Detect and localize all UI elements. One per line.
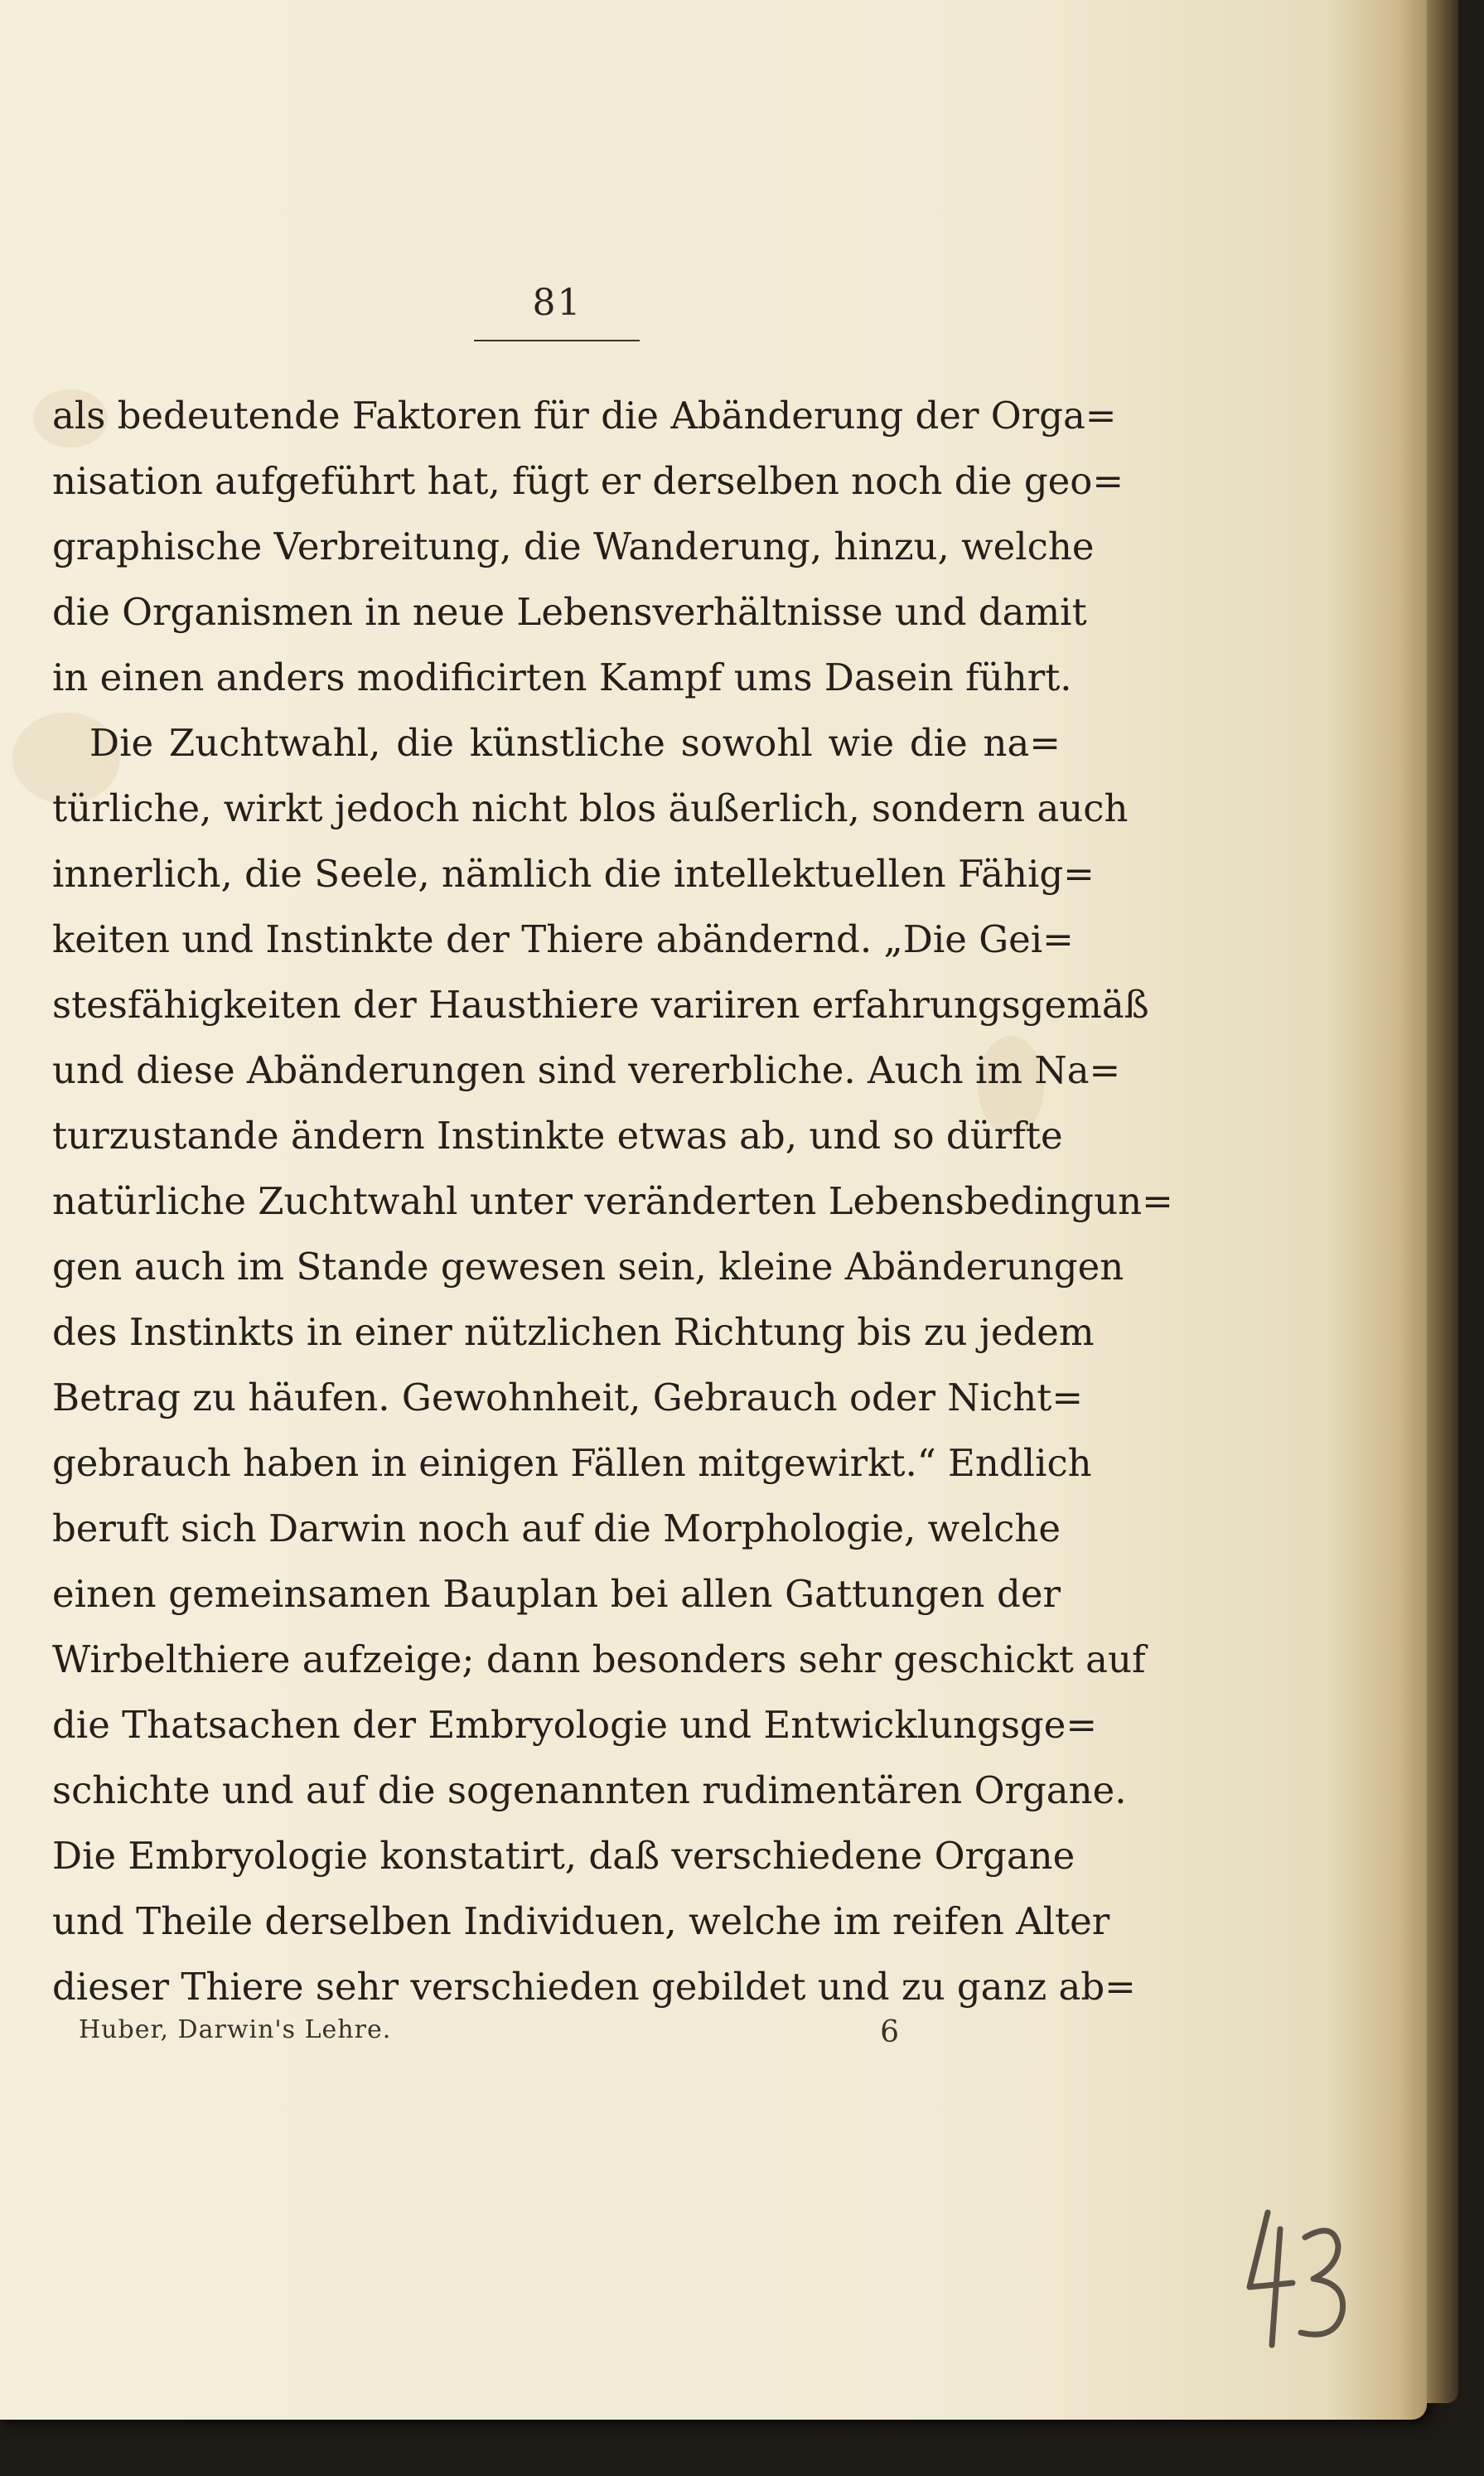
text-line: Die Embryologie konstatirt, daß verschiedene Organe: [52, 1834, 1076, 1878]
text-line-paragraph-start: Die Zuchtwahl, die künstliche sowohl wie die na=: [89, 721, 1061, 765]
text-line: gen auch im Stande gewesen sein, kleine Abänderungen: [52, 1245, 1124, 1289]
text-line: natürliche Zuchtwahl unter veränderten Lebensbedingun=: [52, 1179, 1173, 1223]
text-line: als bedeutende Faktoren für die Abänderung der Orga=: [52, 394, 1117, 438]
book-page-edge: [1427, 0, 1458, 2403]
page-footer: [79, 2015, 899, 2057]
footer-signature-title: Huber, Darwin's Lehre.: [79, 2015, 392, 2044]
page-number-rule: [474, 340, 640, 341]
text-line: keiten und Instinkte der Thiere abändernd. „Die Gei=: [52, 917, 1074, 961]
text-line: und Theile derselben Individuen, welche im reifen Alter: [52, 1899, 1110, 1943]
footer-sheet-number: 6: [880, 2015, 899, 2049]
text-line: Betrag zu häufen. Gewohnheit, Gebrauch oder Nicht=: [52, 1376, 1084, 1419]
handwritten-folio-mark: [1235, 2196, 1359, 2362]
text-line: dieser Thiere sehr verschieden gebildet und zu ganz ab=: [52, 1965, 1136, 2009]
text-line: türliche, wirkt jedoch nicht blos äußerlich, sondern auch: [52, 786, 1129, 830]
text-line: und diese Abänderungen sind vererbliche. Auch im Na=: [52, 1048, 1121, 1092]
text-line: des Instinkts in einer nützlichen Richtung bis zu jedem: [52, 1310, 1095, 1354]
text-line: turzustande ändern Instinkte etwas ab, und so dürfte: [52, 1114, 1063, 1158]
text-line: stesfähigkeiten der Hausthiere variiren erfahrungsgemäß: [52, 983, 1149, 1027]
text-line: gebrauch haben in einigen Fällen mitgewirkt.“ Endlich: [52, 1441, 1092, 1485]
text-line: innerlich, die Seele, nämlich die intellektuellen Fähig=: [52, 852, 1095, 896]
text-line: in einen anders modificirten Kampf ums Dasein führt.: [52, 655, 1072, 699]
text-line: beruft sich Darwin noch auf die Morphologie, welche: [52, 1506, 1061, 1550]
text-line: nisation aufgeführt hat, fügt er derselben noch die geo=: [52, 459, 1124, 503]
text-line: schichte und auf die sogenannten rudimentären Organe.: [52, 1768, 1127, 1812]
text-line: die Organismen in neue Lebensverhältnisse und damit: [52, 590, 1087, 634]
page-number: 81: [532, 282, 582, 324]
text-line: Wirbelthiere aufzeige; dann besonders sehr geschickt auf: [52, 1637, 1146, 1681]
text-line: graphische Verbreitung, die Wanderung, hinzu, welche: [52, 525, 1095, 568]
text-line: die Thatsachen der Embryologie und Entwicklungsge=: [52, 1703, 1098, 1747]
body-text: [52, 383, 1173, 2019]
text-line: einen gemeinsamen Bauplan bei allen Gattungen der: [52, 1572, 1061, 1616]
